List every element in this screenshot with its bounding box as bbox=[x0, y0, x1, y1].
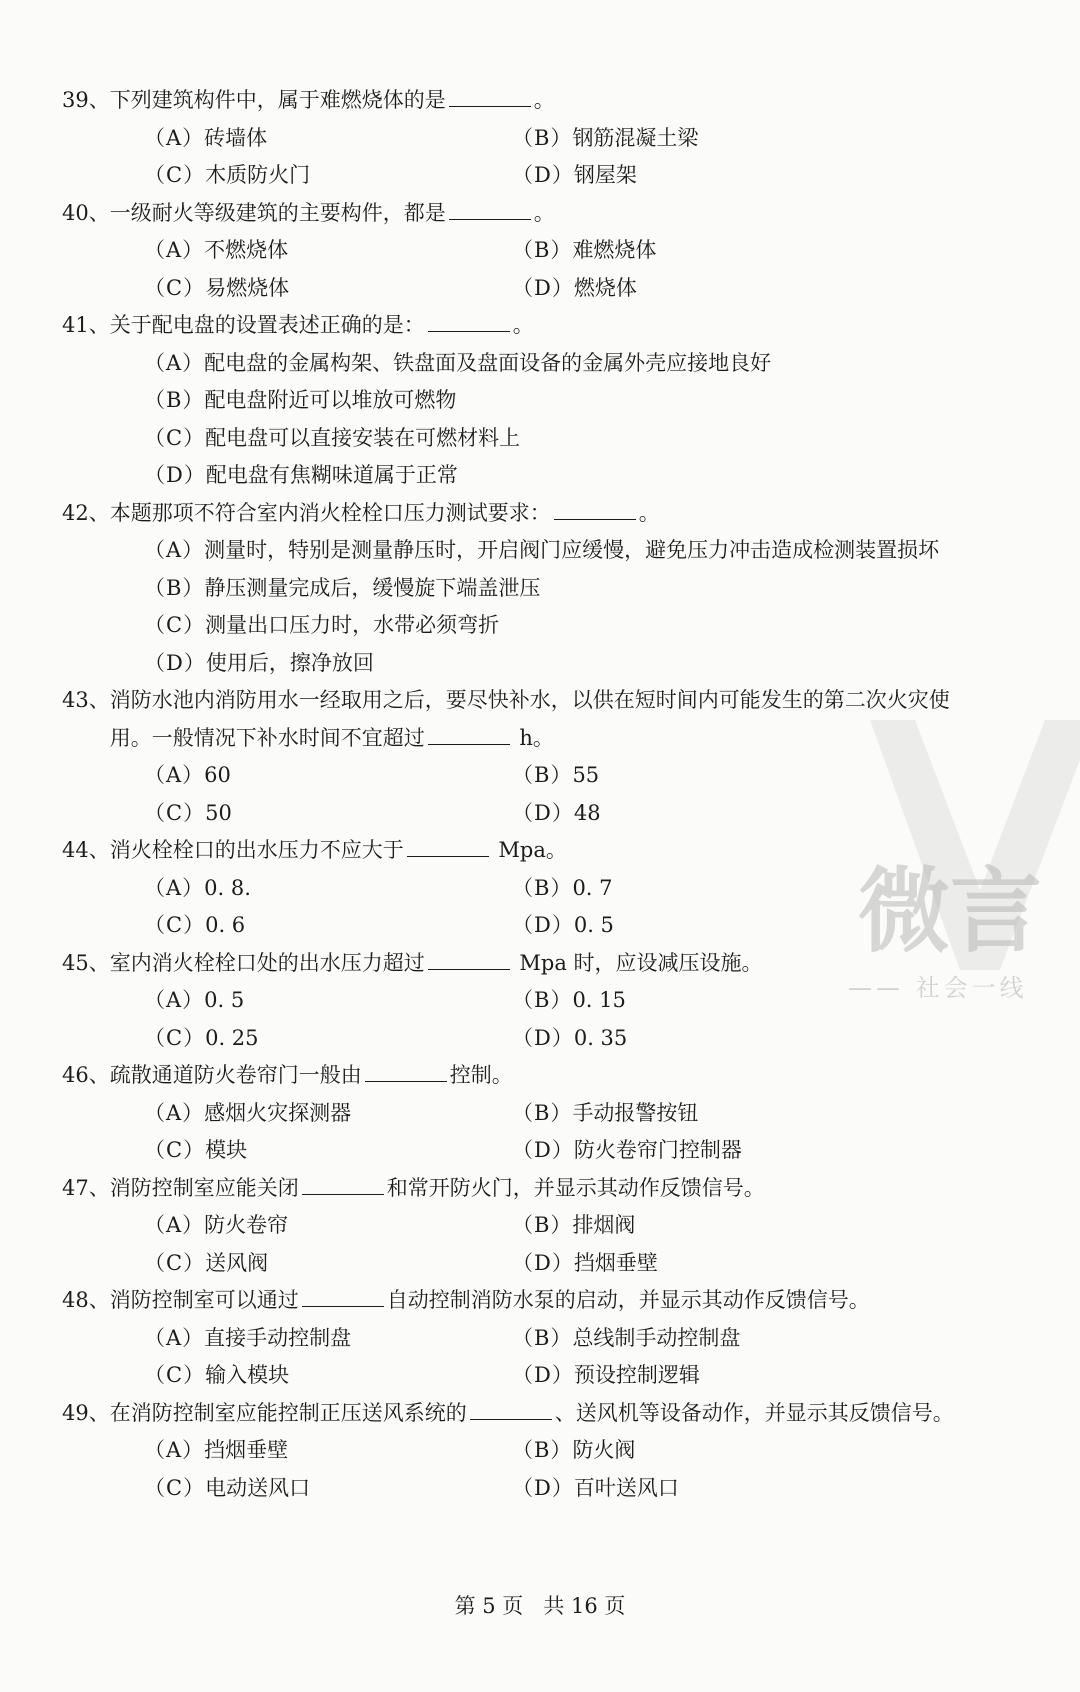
question-text-tail: 。 bbox=[638, 500, 660, 525]
question-number: 43、 bbox=[62, 688, 110, 712]
option-d: （D） 钢屋架 bbox=[512, 163, 637, 187]
option-c: （C） 电动送风口 bbox=[144, 1475, 311, 1500]
option-d: （D） 百叶送风口 bbox=[512, 1475, 679, 1500]
question-text: 关于配电盘的设置表述正确的是： bbox=[109, 313, 425, 337]
question-text: 下列建筑构件中，属于难燃烧体的是 bbox=[109, 88, 446, 112]
option-b: （B） 排烟阀 bbox=[512, 1213, 636, 1237]
question-text-tail: 。 bbox=[533, 88, 555, 112]
option-d: （D） 燃烧体 bbox=[512, 275, 637, 300]
question-45 bbox=[62, 945, 982, 1058]
question-49 bbox=[62, 1395, 982, 1508]
question-list bbox=[62, 82, 982, 1507]
option-c: （C） 送风阀 bbox=[144, 1250, 269, 1275]
option-a: （A） 不燃烧体 bbox=[144, 238, 289, 262]
question-text-tail: Mpa 时，应设减压设施。 bbox=[512, 950, 763, 975]
answer-blank bbox=[470, 1400, 552, 1420]
question-number: 40、 bbox=[62, 200, 110, 225]
option-d: （D） 预设控制逻辑 bbox=[512, 1363, 700, 1387]
question-stem bbox=[62, 195, 982, 233]
option-b: （B） 手动报警按钮 bbox=[512, 1100, 699, 1125]
question-number: 46、 bbox=[62, 1063, 110, 1087]
option-d: （D） 0. 35 bbox=[512, 1025, 628, 1050]
question-text: 本题那项不符合室内消火栓栓口压力测试要求： bbox=[109, 500, 551, 525]
question-text: 消防控制室应能关闭 bbox=[109, 1175, 299, 1200]
question-number: 39、 bbox=[62, 88, 110, 112]
page-total: 共 16 页 bbox=[543, 1594, 626, 1618]
question-42 bbox=[62, 495, 982, 683]
question-text-tail: 。 bbox=[533, 200, 555, 225]
question-stem bbox=[62, 832, 982, 870]
answer-blank bbox=[302, 1287, 384, 1307]
question-48 bbox=[62, 1282, 982, 1395]
option-a: （A） 测量时，特别是测量静压时，开启阀门应缓慢，避免压力冲击造成检测装置损坏 bbox=[144, 538, 940, 562]
question-44 bbox=[62, 832, 982, 945]
question-number: 41、 bbox=[62, 313, 110, 337]
question-stem bbox=[62, 945, 982, 983]
page-footer bbox=[0, 1590, 1080, 1620]
option-a: （A） 60 bbox=[144, 763, 231, 787]
option-b: （B） 钢筋混凝土梁 bbox=[512, 125, 699, 150]
option-a: （A） 配电盘的金属构架、铁盘面及盘面设备的金属外壳应接地良好 bbox=[144, 350, 772, 375]
option-a: （A） 防火卷帘 bbox=[144, 1213, 289, 1237]
question-stem bbox=[62, 495, 982, 533]
question-stem bbox=[62, 82, 982, 120]
question-text: 在消防控制室应能控制正压送风系统的 bbox=[109, 1400, 467, 1425]
question-text: 消火栓栓口的出水压力不应大于 bbox=[109, 838, 404, 862]
question-46 bbox=[62, 1057, 982, 1170]
option-a: （A） 0. 8. bbox=[144, 875, 251, 900]
question-text-tail: Mpa。 bbox=[491, 838, 567, 862]
option-d: （D） 48 bbox=[512, 800, 601, 825]
question-text: 一级耐火等级建筑的主要构件，都是 bbox=[109, 200, 446, 225]
option-d: （D） 配电盘有焦糊味道属于正常 bbox=[144, 463, 458, 487]
answer-blank bbox=[449, 87, 531, 107]
question-text-tail: 自动控制消防水泵的启动，并显示其动作反馈信号。 bbox=[386, 1288, 870, 1312]
question-number: 49、 bbox=[62, 1400, 110, 1425]
option-d: （D） 0. 5 bbox=[512, 913, 614, 937]
option-a: （A） 挡烟垂壁 bbox=[144, 1438, 289, 1462]
question-text-tail: 和常开防火门，并显示其动作反馈信号。 bbox=[386, 1175, 765, 1200]
question-number: 47、 bbox=[62, 1175, 110, 1200]
option-b: （B） 0. 15 bbox=[512, 988, 626, 1012]
option-c: （C） 配电盘可以直接安装在可燃材料上 bbox=[144, 425, 521, 450]
option-b: （B） 0. 7 bbox=[512, 875, 613, 900]
option-b: （B） 总线制手动控制盘 bbox=[512, 1325, 741, 1350]
question-stem bbox=[62, 1395, 982, 1433]
option-b: （B） 配电盘附近可以堆放可燃物 bbox=[144, 388, 457, 412]
question-text: 室内消火栓栓口处的出水压力超过 bbox=[109, 950, 425, 975]
answer-blank bbox=[554, 500, 636, 520]
option-b: （B） 55 bbox=[512, 763, 600, 787]
question-47 bbox=[62, 1170, 982, 1283]
question-text-tail: h。 bbox=[512, 725, 554, 750]
answer-blank bbox=[302, 1175, 384, 1195]
question-text: 疏散通道防火卷帘门一般由 bbox=[109, 1063, 362, 1087]
watermark-subtext: —— 社会一线 bbox=[848, 974, 1028, 1002]
answer-blank bbox=[428, 725, 510, 745]
option-a: （A） 直接手动控制盘 bbox=[144, 1325, 352, 1350]
option-d: （D） 使用后，擦净放回 bbox=[144, 650, 374, 675]
option-b: （B） 静压测量完成后，缓慢旋下端盖泄压 bbox=[144, 575, 541, 600]
page-number: 第 5 页 bbox=[454, 1594, 524, 1618]
answer-blank bbox=[365, 1062, 447, 1082]
option-c: （C） 木质防火门 bbox=[144, 163, 311, 187]
question-text: 消防水池内消防用水一经取用之后，要尽快补水，以供在短时间内可能发生的第二次火灾使用。一般情况下补水时间不宜超过 bbox=[109, 688, 950, 750]
option-d: （D） 挡烟垂壁 bbox=[512, 1250, 658, 1275]
option-c: （C） 模块 bbox=[144, 1138, 248, 1162]
question-text-tail: 控制。 bbox=[449, 1063, 513, 1087]
question-text-tail: 。 bbox=[512, 313, 534, 337]
option-c: （C） 测量出口压力时，水带必须弯折 bbox=[144, 613, 500, 637]
question-43 bbox=[62, 682, 982, 832]
option-c: （C） 0. 25 bbox=[144, 1025, 259, 1050]
question-40 bbox=[62, 195, 982, 308]
option-c: （C） 50 bbox=[144, 800, 232, 825]
option-a: （A） 砖墙体 bbox=[144, 125, 268, 150]
option-c: （C） 输入模块 bbox=[144, 1363, 290, 1387]
question-41 bbox=[62, 307, 982, 495]
question-stem bbox=[62, 1282, 982, 1320]
question-text: 消防控制室可以通过 bbox=[109, 1288, 299, 1312]
answer-blank bbox=[428, 312, 510, 332]
answer-blank bbox=[428, 950, 510, 970]
question-number: 44、 bbox=[62, 838, 110, 862]
question-stem bbox=[62, 1170, 982, 1208]
option-b: （B） 难燃烧体 bbox=[512, 238, 657, 262]
question-text-tail: 、送风机等设备动作，并显示其反馈信号。 bbox=[554, 1400, 954, 1425]
question-stem bbox=[62, 307, 982, 345]
option-c: （C） 0. 6 bbox=[144, 913, 246, 937]
question-number: 45、 bbox=[62, 950, 110, 975]
watermark-text: 微言 bbox=[858, 858, 1043, 965]
option-d: （D） 防火卷帘门控制器 bbox=[512, 1138, 742, 1162]
option-a: （A） 0. 5 bbox=[144, 988, 245, 1012]
question-39 bbox=[62, 82, 982, 195]
answer-blank bbox=[449, 200, 531, 220]
option-c: （C） 易燃烧体 bbox=[144, 275, 290, 300]
question-number: 42、 bbox=[62, 500, 110, 525]
question-number: 48、 bbox=[62, 1288, 110, 1312]
question-stem bbox=[62, 1057, 982, 1095]
answer-blank bbox=[407, 837, 489, 857]
question-stem bbox=[62, 682, 982, 757]
option-a: （A） 感烟火灾探测器 bbox=[144, 1100, 352, 1125]
option-b: （B） 防火阀 bbox=[512, 1438, 636, 1462]
